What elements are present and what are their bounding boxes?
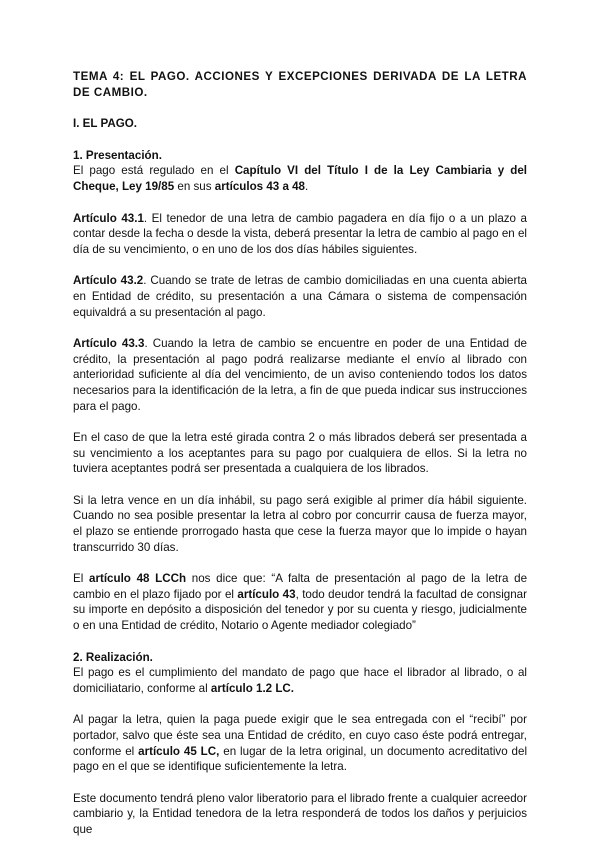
text: El	[73, 572, 90, 586]
text: El pago es el cumplimiento del mandato de pago que hace el librador al librado, o al domiciliatario, conforme al	[73, 666, 527, 695]
paragraph-article-43-1	[73, 211, 527, 258]
article-reference: artículo 48 LCCh	[89, 572, 187, 586]
subsection-heading-presentacion: 1. Presentación.	[73, 148, 162, 162]
paragraph: Si la letra vence en un día inhábil, su pago será exigible al primer día hábil siguiente. Cuando no sea posible presentar la letra al cobro por concurrir causa de fuerza mayor, el plazo se entiende prorrogado hasta que cese la fuerza mayor que lo impide o hayan transcurrido 30 días.	[73, 493, 527, 554]
document-page	[73, 69, 527, 838]
article-reference: artículo 43	[237, 587, 296, 601]
subsection-heading-realizacion: 2. Realización.	[73, 650, 153, 664]
paragraph: En el caso de que la letra esté girada contra 2 o más librados deberá ser presentada a su vencimiento a los aceptantes para su pago por cualquiera de ellos. Si la letra no tuviera aceptantes podrá ser presentada a cualquiera de los librados.	[73, 431, 527, 476]
article-reference: artículo 45 LC,	[138, 744, 220, 758]
text: .	[305, 179, 309, 193]
text: en sus	[174, 179, 215, 193]
article-label: Artículo 43.1	[73, 211, 144, 225]
text: . El tenedor de una letra de cambio pagadera en día fijo o a un plazo a contar desde la fecha o desde la vista, deberá presentar la letra de cambio al pago en el día de su vencimiento, o en uno de los dos días hábiles siguientes.	[73, 211, 527, 256]
text: Al pagar la letra, quien la paga puede exigir que le sea entregada con el “recibí” por portador, salvo que éste sea una Entidad de crédito, en cuyo caso éste podrá entregar, conforme el	[73, 713, 527, 758]
text: en lugar de la letra original, un documento acreditativo del pago en el que se identifique suficientemente la letra.	[73, 744, 528, 774]
document-title: TEMA 4: EL PAGO. ACCIONES Y EXCEPCIONES DERIVADA DE LA LETRA DE CAMBIO.	[73, 70, 527, 99]
text: , todo deudor tendrá la facultad de consignar su importe en depósito a disposición del tenedor y por su cuenta y riesgo, judicialmente o en una Entidad de crédito, Notario o Agente mediador colegiado”	[73, 587, 527, 633]
paragraph	[73, 665, 527, 696]
text: . Cuando la letra de cambio se encuentre en poder de una Entidad de crédito, la presentación al pago podrá realizarse mediante el envío al librado con anterioridad suficiente al día del vencimiento, de un aviso conteniendo todos los datos necesarios para la identificación de la letra, a fin de que pueda indicar sus instrucciones para el pago.	[73, 337, 527, 413]
paragraph	[73, 712, 527, 774]
article-reference: artículo 1.2 LC.	[210, 681, 295, 695]
paragraph-article-43-2	[73, 273, 527, 320]
text: El pago está regulado en el	[73, 164, 235, 178]
paragraph-article-43-3	[73, 336, 527, 414]
article-reference: artículos 43 a 48	[214, 179, 306, 193]
paragraph: Este documento tendrá pleno valor liberatorio para el librado frente a cualquier acreedor cambiario y, la Entidad tenedora de la letra responderá de todos los daños y perjuicios que	[73, 791, 527, 836]
law-reference: Capítulo VI del Título I de la Ley Cambiaria y del Cheque, Ley 19/85	[73, 164, 527, 193]
article-label: Artículo 43.2	[73, 274, 144, 288]
section-heading: I. EL PAGO.	[73, 117, 137, 131]
paragraph-article-48	[73, 571, 527, 633]
paragraph	[73, 163, 527, 194]
article-label: Artículo 43.3	[73, 337, 145, 351]
text: nos dice que: “A falta de presentación al pago de la letra de cambio en el plazo fijado por el	[73, 572, 528, 601]
text: . Cuando se trate de letras de cambio domiciliadas en una cuenta abierta en Entidad de crédito, su presentación a una Cámara o sistema de compensación equivaldrá a su presentación al pago.	[73, 274, 527, 319]
